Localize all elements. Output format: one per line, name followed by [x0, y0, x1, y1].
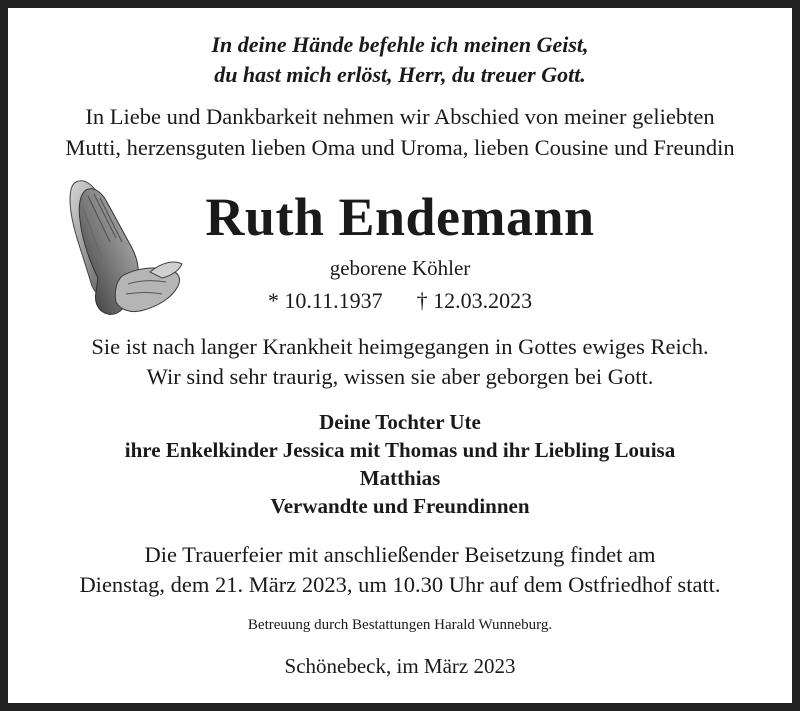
- mourner-line: Matthias: [359, 466, 441, 490]
- verse-line-1: In deine Hände befehle ich meinen Geist,: [211, 32, 589, 57]
- place-date: Schönebeck, im März 2023: [284, 654, 516, 678]
- intro-line-1: In Liebe und Dankbarkeit nehmen wir Abschied von meiner geliebten: [85, 104, 715, 129]
- life-dates: [8, 288, 792, 314]
- maiden-name: geborene Köhler: [329, 256, 471, 280]
- deceased-name: Ruth Endemann: [205, 187, 595, 247]
- undertaker-credit: Betreuung durch Bestattungen Harald Wunneburg.: [247, 617, 553, 633]
- message-line-2: Wir sind sehr traurig, wissen sie aber geborgen bei Gott.: [146, 364, 654, 389]
- funeral-line-1: Die Trauerfeier mit anschließender Beisetzung findet am: [144, 542, 656, 567]
- mourner-line: Deine Tochter Ute: [319, 410, 481, 434]
- mourner-line: Verwandte und Freundinnen: [270, 494, 530, 518]
- mourner-line: ihre Enkelkinder Jessica mit Thomas und ihr Liebling Louisa: [124, 438, 676, 462]
- verse-line-2: du hast mich erlöst, Herr, du treuer Gott.: [214, 62, 586, 87]
- birth-date: * 10.11.1937: [267, 288, 383, 313]
- message-line-1: Sie ist nach langer Krankheit heimgegangen in Gottes ewiges Reich.: [91, 334, 709, 359]
- funeral-line-2: Dienstag, dem 21. März 2023, um 10.30 Uhr auf dem Ostfriedhof statt.: [79, 572, 721, 597]
- intro-line-2: Mutti, herzensguten lieben Oma und Uroma, lieben Cousine und Freundin: [65, 135, 735, 160]
- death-date: † 12.03.2023: [416, 288, 533, 313]
